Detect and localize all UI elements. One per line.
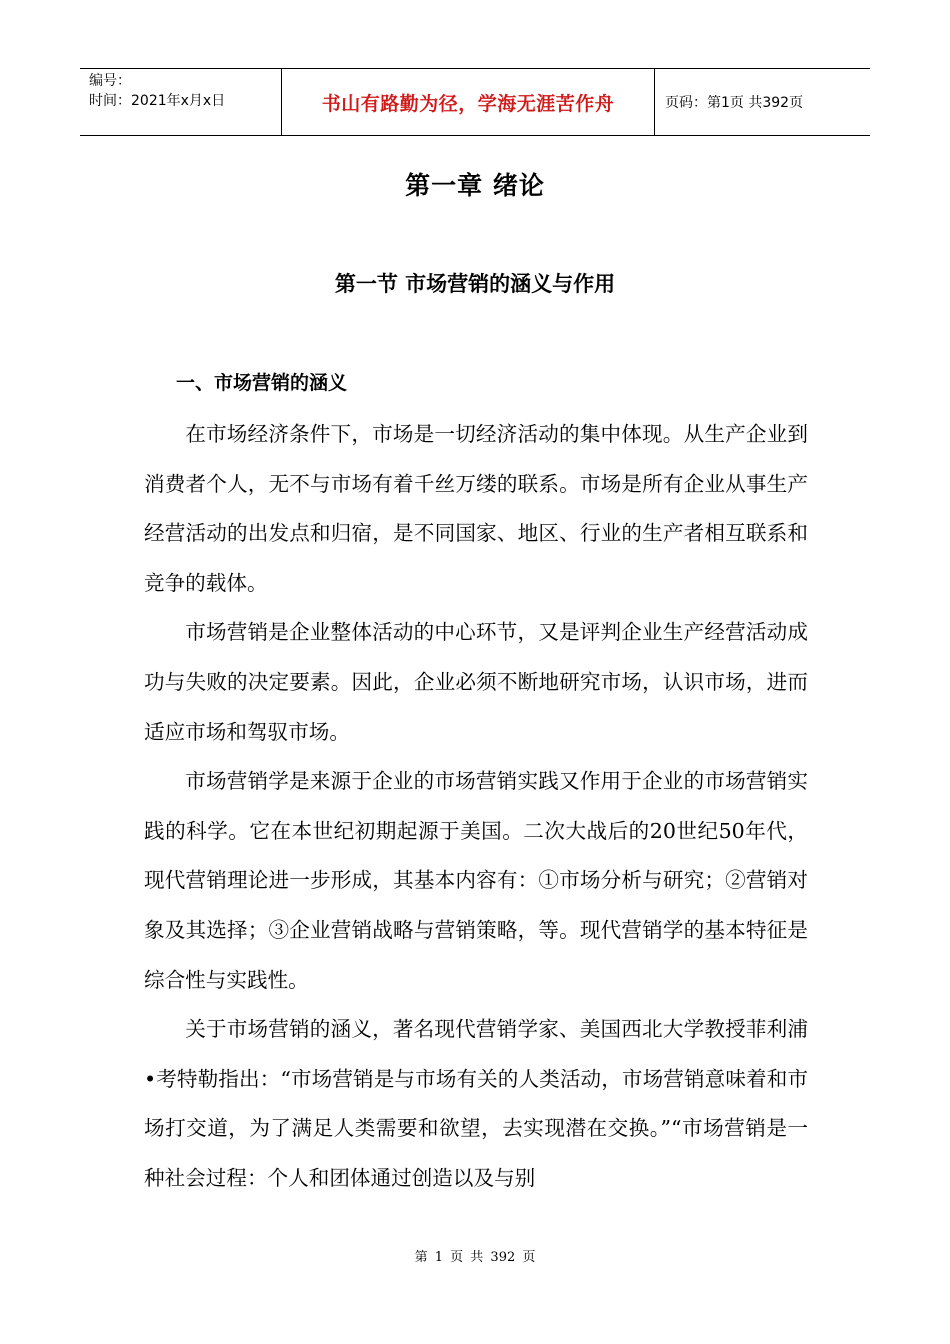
page-number-label: 页码：第1页 共392页 (665, 95, 804, 111)
header-page-cell (655, 69, 870, 135)
section-title: 第一节 市场营销的涵义与作用 (334, 271, 616, 296)
chapter-title: 第一章 绪论 (405, 171, 545, 200)
document-number-label: 编号： (89, 73, 131, 89)
paragraph: 市场营销是企业整体活动的中心环节，又是评判企业生产经营活动成功与失败的决定要素。因此，企业必须不断地研究市场，认识市场，进而适应市场和驾驭市场。 (144, 620, 808, 744)
header-motto-cell (281, 69, 655, 135)
paragraph: 在市场经济条件下，市场是一切经济活动的集中体现。从生产企业到消费者个人，无不与市场有着千丝万缕的联系。市场是所有企业从事生产经营活动的出发点和归宿，是不同国家、地区、行业的生产者相互联系和竞争的载体。 (144, 422, 808, 595)
header-meta-cell (80, 69, 281, 135)
page-footer: 第 1 页 共 392 页 (414, 1250, 536, 1265)
paragraph: 市场营销学是来源于企业的市场营销实践又作用于企业的市场营销实践的科学。它在本世纪初期起源于美国。二次大战后的20世纪50年代，现代营销理论进一步形成，其基本内容有：①市场分析与研究；②营销对象及其选择；③企业营销战略与营销策略，等。现代营销学的基本特征是综合性与实践性。 (144, 769, 808, 992)
document-time-label: 时间：2021年x月x日 (89, 93, 226, 109)
body-text (144, 410, 808, 1204)
paragraph: 关于市场营销的涵义，著名现代营销学家、美国西北大学教授菲利浦•考特勒指出：“市场营销是与市场有关的人类活动，市场营销意味着和市场打交道，为了满足人类需要和欲望，去实现潜在交换。”“市场营销是一种社会过程：个人和团体通过创造以及与别 (144, 1017, 808, 1190)
subsection-title: 一、市场营销的涵义 (176, 372, 348, 394)
motto-text: 书山有路勤为径，学海无涯苦作舟 (321, 92, 615, 115)
document-header (80, 68, 870, 136)
